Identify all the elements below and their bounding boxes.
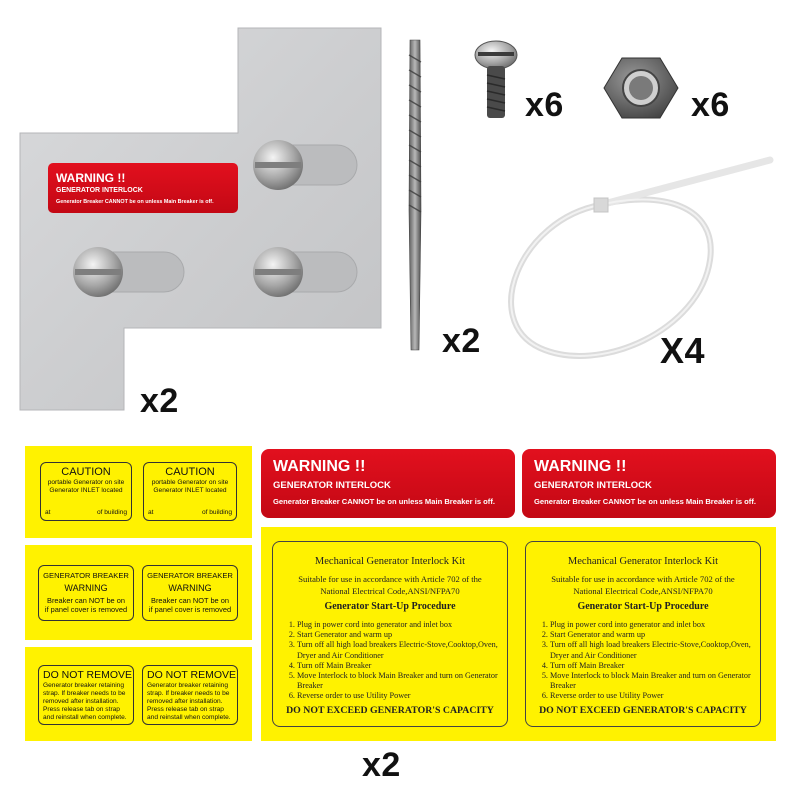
breaker-line2: WARNING bbox=[168, 583, 212, 593]
breaker-line3: Breaker can NOT be on bbox=[151, 596, 229, 605]
caution-at: at bbox=[45, 509, 51, 516]
kit-line1: Suitable for use in accordance with Article 702 of the bbox=[551, 574, 735, 584]
drill-bit bbox=[409, 40, 421, 350]
caution-box-left bbox=[40, 462, 132, 521]
caution-line1: portable Generator on site bbox=[47, 479, 125, 486]
breaker-line1: GENERATOR BREAKER bbox=[147, 571, 233, 580]
remove-body4: Press release tab on strap bbox=[43, 706, 120, 713]
kit-line2: National Electrical Code,ANSI/NFPA70 bbox=[573, 586, 713, 596]
drill-bit-quantity: x2 bbox=[442, 322, 481, 360]
kit-footer: DO NOT EXCEED GENERATOR'S CAPACITY bbox=[286, 705, 494, 716]
kit-step: 3. Turn off all high load breakers Electric-Stove,Cooktop,Oven, bbox=[297, 640, 507, 650]
breaker-line2: WARNING bbox=[64, 583, 108, 593]
nut bbox=[604, 58, 678, 118]
remove-title: DO NOT REMOVE bbox=[43, 669, 133, 681]
kit-steps bbox=[534, 620, 760, 702]
caution-building: of building bbox=[96, 509, 127, 516]
kit-footer: DO NOT EXCEED GENERATOR'S CAPACITY bbox=[539, 705, 747, 716]
remove-body3: removed after installation. bbox=[147, 698, 223, 705]
kit-steps bbox=[281, 620, 507, 702]
kit-step: 3. Turn off all high load breakers Electric-Stove,Cooktop,Oven, bbox=[550, 640, 760, 650]
breaker-line3: Breaker can NOT be on bbox=[47, 596, 125, 605]
kit-line1: Suitable for use in accordance with Article 702 of the bbox=[298, 574, 482, 584]
caution-sticker bbox=[25, 446, 252, 538]
do-not-remove-sticker bbox=[25, 647, 252, 741]
kit-box-right bbox=[525, 541, 761, 727]
remove-body1: Generator breaker retaining bbox=[147, 682, 229, 689]
screw-quantity: x6 bbox=[525, 86, 564, 124]
caution-box-right bbox=[143, 462, 237, 521]
stickers-quantity: x2 bbox=[362, 746, 401, 784]
breaker-line4: if panel cover is removed bbox=[44, 605, 128, 614]
warning-subtitle: GENERATOR INTERLOCK bbox=[534, 480, 652, 491]
warning-label-right bbox=[522, 449, 776, 518]
kit-step: 2. Start Generator and warm up bbox=[550, 630, 760, 640]
nut-quantity: x6 bbox=[691, 86, 730, 124]
kit-procedure: Generator Start-Up Procedure bbox=[577, 601, 709, 612]
kit-sticker bbox=[261, 527, 776, 741]
warning-title: WARNING !! bbox=[534, 458, 627, 475]
kit-step: 2. Start Generator and warm up bbox=[297, 630, 507, 640]
kit-box-left bbox=[272, 541, 508, 727]
remove-box-right bbox=[142, 665, 238, 725]
screw bbox=[475, 41, 517, 118]
kit-step: Dryer and Air Conditioner bbox=[550, 650, 637, 660]
breaker-box-left bbox=[38, 565, 134, 621]
remove-body5: and reinstall when complete. bbox=[43, 714, 127, 721]
zip-tie bbox=[511, 160, 770, 356]
kit-step: 1. Plug in power cord into generator and inlet box bbox=[550, 620, 760, 630]
remove-body1: Generator breaker retaining bbox=[43, 682, 125, 689]
kit-step: 4. Turn off Main Breaker bbox=[550, 661, 760, 671]
warning-label-left bbox=[261, 449, 515, 518]
remove-body2: strap. If breaker needs to be bbox=[147, 690, 230, 697]
warning-message: Generator Breaker CANNOT be on unless Main Breaker is off. bbox=[534, 497, 756, 506]
warning-title: WARNING !! bbox=[56, 171, 126, 185]
zip-tie-quantity: X4 bbox=[660, 330, 706, 371]
caution-title: CAUTION bbox=[165, 466, 215, 478]
kit-step: 5. Move Interlock to block Main Breaker and turn on Generator Breaker bbox=[297, 671, 507, 691]
warning-subtitle: GENERATOR INTERLOCK bbox=[273, 480, 391, 491]
caution-title: CAUTION bbox=[61, 466, 111, 478]
remove-body5: and reinstall when complete. bbox=[147, 714, 231, 721]
plate-quantity: x2 bbox=[140, 382, 179, 420]
caution-building: of building bbox=[201, 509, 232, 516]
caution-at: at bbox=[148, 509, 154, 516]
warning-subtitle: GENERATOR INTERLOCK bbox=[56, 187, 143, 194]
warning-message: Generator Breaker CANNOT be on unless Main Breaker is off. bbox=[273, 497, 495, 506]
caution-line2: Generator INLET located bbox=[49, 487, 123, 494]
warning-title: WARNING !! bbox=[273, 458, 366, 475]
kit-step: 5. Move Interlock to block Main Breaker and turn on Generator Breaker bbox=[550, 671, 760, 691]
breaker-line4: if panel cover is removed bbox=[148, 605, 232, 614]
warning-message: Generator Breaker CANNOT be on unless Main Breaker is off. bbox=[56, 199, 214, 205]
kit-step: 6. Reverse order to use Utility Power bbox=[297, 691, 507, 701]
remove-box-left bbox=[38, 665, 134, 725]
kit-line2: National Electrical Code,ANSI/NFPA70 bbox=[320, 586, 460, 596]
breaker-warning-sticker bbox=[25, 545, 252, 640]
kit-procedure: Generator Start-Up Procedure bbox=[324, 601, 456, 612]
kit-step: Dryer and Air Conditioner bbox=[297, 650, 384, 660]
remove-body4: Press release tab on strap bbox=[147, 706, 224, 713]
kit-title: Mechanical Generator Interlock Kit bbox=[314, 556, 466, 567]
kit-step: 6. Reverse order to use Utility Power bbox=[550, 691, 760, 701]
breaker-line1: GENERATOR BREAKER bbox=[43, 571, 129, 580]
plate-body bbox=[20, 28, 381, 410]
kit-step: 1. Plug in power cord into generator and inlet box bbox=[297, 620, 507, 630]
remove-body2: strap. If breaker needs to be bbox=[43, 690, 126, 697]
plate-warning-label bbox=[48, 163, 238, 213]
caution-line2: Generator INLET located bbox=[153, 487, 227, 494]
kit-title: Mechanical Generator Interlock Kit bbox=[567, 556, 719, 567]
remove-body3: removed after installation. bbox=[43, 698, 119, 705]
remove-title: DO NOT REMOVE bbox=[147, 669, 237, 681]
caution-line1: portable Generator on site bbox=[151, 479, 229, 486]
breaker-box-right bbox=[142, 565, 238, 621]
kit-step: 4. Turn off Main Breaker bbox=[297, 661, 507, 671]
